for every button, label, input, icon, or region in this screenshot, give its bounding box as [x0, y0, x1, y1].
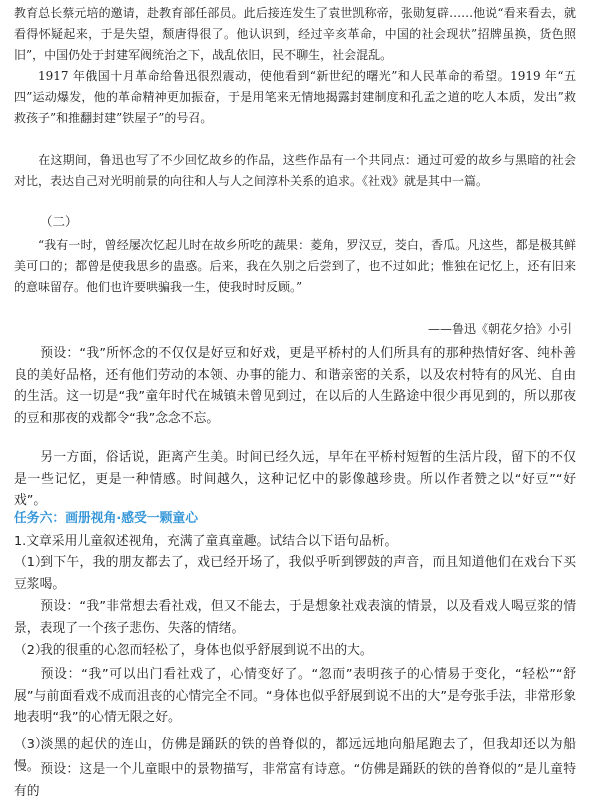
- item-index: （3）: [14, 737, 48, 752]
- analysis-paragraph-2: [14, 447, 576, 512]
- memoir-quote-text: “我有一时，曾经屡次忆起儿时在故乡所吃的蔬果：菱角，罗汉豆，茭白，香瓜。凡这些，都是极其鲜美可口的；都曾是使我思乡的蛊惑。后来，我在久别之后尝到了，也不过如此；惟独在记忆上，还有旧来的意味留存。他们也许要哄骗我一生，使我时时反顾。”: [14, 238, 576, 294]
- item-text: 到下午，我的朋友都去了，戏已经开场了，我似乎听到锣鼓的声音，而且知道他们在戏台下买豆浆喝。: [14, 555, 576, 592]
- task-six-answer-3: [14, 759, 576, 802]
- task-six-item-1: [14, 552, 576, 595]
- intro-paragraph-2: [14, 66, 576, 129]
- analysis-paragraph-1-text: 预设：“我”所怀念的不仅仅是好豆和好戏，更是平桥村的人们所具有的那种热情好客、纯朴善良的美好品格，还有他们劳动的本领、办事的能力、和谐亲密的关系，以及农村特有的风光、自由的生活。这一切是“我”童年时代在城镇未曾见到过，在以后的人生路途中很少再见到的，所以那夜的豆和那夜的戏都令“我”念念不忘。: [14, 346, 576, 426]
- analysis-paragraph-2-text: 另一方面，俗话说，距离产生美。时间已经久远，早年在平桥村短暂的生活片段，留下的不仅是一些记忆，更是一种情感。时间越久，这种记忆中的影像越珍贵。所以作者赞之以“好豆”“好戏”。: [14, 450, 576, 508]
- memoir-quote: [14, 235, 576, 298]
- answer-text: 预设：“我”非常想去看社戏，但又不能去，于是想象社戏表演的情景，以及看戏人喝豆浆的情景，表现了一个孩子悲伤、失落的情绪。: [14, 599, 576, 636]
- task-six-title: 任务六：画册视角·感受一颗童心: [14, 511, 199, 526]
- task-six-answer-1: [14, 596, 576, 639]
- analysis-paragraph-1: [14, 343, 576, 429]
- intro-paragraph-3: [14, 150, 576, 192]
- task-six-item-2: [14, 640, 576, 662]
- quote-attribution: ——鲁迅《朝花夕拾》小引: [427, 322, 572, 336]
- task-six-answer-2: [14, 664, 576, 729]
- intro-paragraph-1: 教育总长蔡元培的邀请，赴教育部任部员。此后接连发生了袁世凯称帝，张勋复辟……他说“看来看去，就看得怀疑起来，于是失望，颓唐得很了。他认识到，经过辛亥革命，中国的社会现状”招牌虽换，货色照旧”，中国仍处于封建军阀统治之下，战乱依旧，民不聊生，社会混乱。: [14, 6, 576, 62]
- item-text: 我的很重的心忽而轻松了，身体也似乎舒展到说不出的大。: [40, 643, 373, 658]
- item-index: （1）: [14, 555, 48, 570]
- answer-text: 预设：这是一个儿童眼中的景物描写，非常富有诗意。“仿佛是踊跃的铁的兽脊似的”是儿童特有的: [14, 762, 576, 799]
- task-six-intro: [14, 531, 576, 553]
- intro-paragraph-3-text: 在这期间，鲁迅也写了不少回忆故乡的作品，这些作品有一个共同点：通过可爱的故乡与黑暗的社会对比，表达自己对光明前景的向往和人与人之间淳朴关系的追求。《社戏》就是其中一篇。: [14, 153, 576, 188]
- intro-paragraph-2-text: 1917 年俄国十月革命给鲁迅很烈震动，使他看到“新世纪的曙光”和人民革命的希望。1919 年“五四”运动爆发，他的革命精神更加振奋，于是用笔来无情地揭露封建制度和孔孟之道的吃人本质，发出”救救孩子”和推翻封建”铁屋子”的号召。: [14, 69, 576, 125]
- task-six-intro-text: 1.文章采用儿童叙述视角，充满了童真童趣。试结合以下语句品析。: [14, 534, 398, 549]
- answer-text: 预设：“我”可以出门看社戏了，心情变好了。“忽而”表明孩子的心情易于变化，“轻松”“舒展”与前面看戏不成而沮丧的心情完全不同。“身体也似乎舒展到说不出的大”是夸张手法，非常形象地表明“我”的心情无限之好。: [14, 667, 576, 725]
- section-two-label: （二）: [40, 214, 78, 229]
- item-text: 淡黑的起伏的连山，仿佛是踊跃的铁的兽脊似的，都远远地向船尾跑去了，但我却还以为船慢。: [14, 737, 576, 774]
- item-index: （2）: [14, 643, 48, 658]
